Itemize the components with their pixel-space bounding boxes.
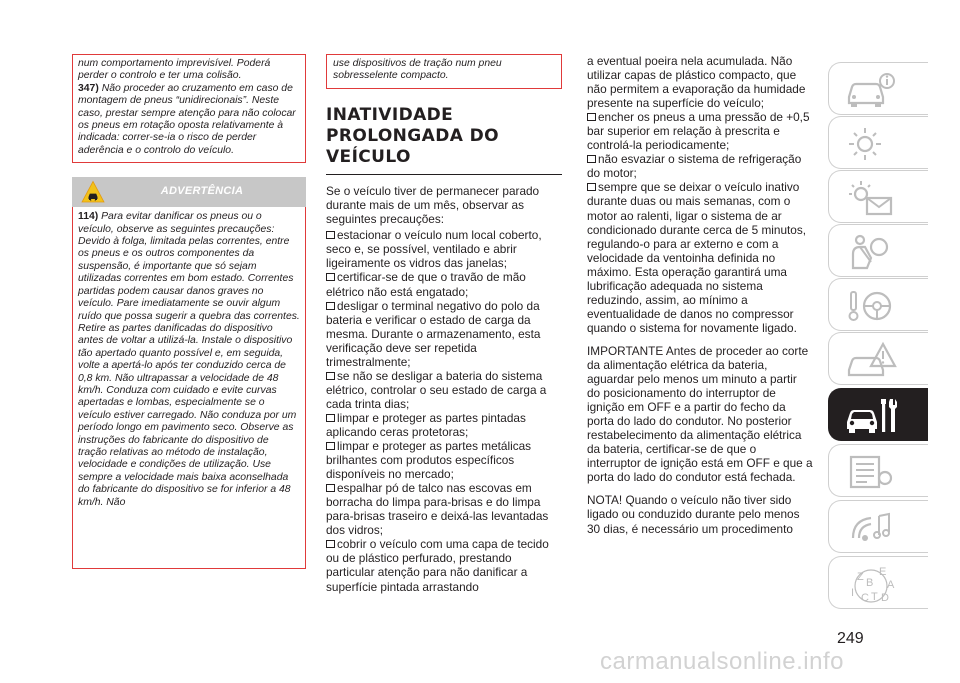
warning-header — [72, 177, 306, 207]
checkbox-bullet-icon — [326, 442, 335, 450]
continued-paragraph: a eventual poeira nela acumulada. Não utilizar capas de plástico compacto, que não permitem a evaporação da humidade presente na superfície do veículo; — [587, 54, 806, 111]
column-right — [587, 54, 813, 536]
list-item-text: cobrir o veículo com uma capa de tecido ou de plástico perfurado, prestando particular atenção para não danificar a superfície pintada arrastando — [326, 537, 549, 594]
warning-box — [72, 207, 306, 569]
tab-car-info[interactable] — [828, 62, 928, 115]
list-item-text: limpar e proteger as partes pintadas aplicando ceras protetoras; — [326, 410, 526, 439]
index-letter: B — [866, 577, 874, 589]
list-item-text: estacionar o veículo num local coberto, seco e, se possível, ventilado e abrir ligeiramente os vidros das janelas; — [326, 228, 542, 271]
list-item-text: se não se desligar a bateria do sistema elétrico, controlar o seu estado de carga a cada trinta dias; — [326, 368, 547, 411]
section-title-line-3: VEÍCULO — [326, 146, 411, 167]
list-item — [326, 439, 562, 481]
section-title-line-2: PROLONGADA DO — [326, 125, 499, 146]
list-item-text: limpar e proteger as partes metálicas brilhantes com produtos específicos disponíveis no mercado; — [326, 439, 532, 482]
note-paragraph: NOTA! Quando o veículo não tiver sido ligado ou conduzido durante pelo menos 30 dias, é necessário um procedimento — [587, 493, 800, 536]
checkbox-bullet-icon — [326, 273, 335, 281]
list-item — [587, 180, 813, 335]
continued-warning-box-2 — [326, 54, 562, 89]
index-letter: E — [879, 566, 887, 578]
section-body — [326, 184, 562, 593]
warning-lights-messages-icon — [843, 178, 899, 218]
column-middle — [326, 54, 562, 594]
index-letter: T — [871, 591, 878, 603]
bullet-list — [326, 228, 562, 593]
continued-text: num comportamento imprevisível. Poderá perder o controlo e ter uma colisão. — [78, 58, 271, 82]
important-paragraph: IMPORTANTE Antes de proceder ao corte da alimentação elétrica da bateria, aguardar pelo menos um minuto a partir do posicionamento do interruptor de ignição em OFF e a partir do fecho da porta do lado do condutor. No posterior restabelecimento da alimentação elétrica da bateria, certificar-se de que o interruptor de ignição está em OFF e que a porta do lado do condutor está fechada. — [587, 343, 813, 485]
continued-body — [587, 54, 813, 536]
list-item-text: desligar o terminal negativo do polo da bateria e verificar o estado de carga da mesma. Durante o armazenamento, esta verificação deve ser repetida trimestralmente; — [326, 298, 541, 369]
checkbox-bullet-icon — [326, 302, 335, 310]
index-icon — [843, 564, 899, 604]
index-letter: D — [881, 592, 889, 604]
checkbox-bullet-icon — [326, 414, 335, 422]
index-letter: A — [887, 579, 895, 591]
car-info-icon — [843, 70, 899, 110]
column-left — [72, 54, 306, 569]
maintenance-car-wrench-icon — [843, 396, 899, 436]
index-letter: Z — [857, 571, 864, 583]
warning-title: ADVERTÊNCIA — [160, 185, 244, 198]
list-item-text: não esvaziar o sistema de refrigeração do motor; — [587, 152, 802, 181]
list-item — [326, 537, 562, 593]
tab-index[interactable] — [828, 556, 928, 609]
tab-dashboard-lights[interactable] — [828, 116, 928, 169]
tab-technical-data[interactable] — [828, 444, 928, 497]
multimedia-icon — [843, 508, 899, 548]
list-item-text: certificar-se de que o travão de mão elétrico não está engatado; — [326, 270, 526, 299]
safety-airbag-icon — [843, 232, 899, 272]
index-letter: I — [851, 587, 855, 599]
list-item — [326, 411, 562, 439]
continued-warning-box — [72, 54, 306, 163]
list-item — [587, 152, 813, 180]
bullet-list-2 — [587, 110, 813, 335]
tab-safety[interactable] — [828, 224, 928, 277]
list-item — [587, 110, 813, 152]
list-item — [326, 299, 562, 369]
warning-item-number: 114) — [78, 211, 99, 223]
checkbox-bullet-icon — [587, 183, 596, 191]
list-item — [326, 481, 562, 537]
list-item — [326, 228, 562, 270]
watermark: carmanualsonline.info — [600, 648, 844, 675]
steering-starting-icon — [843, 286, 899, 326]
technical-data-icon — [843, 452, 899, 492]
checkbox-bullet-icon — [326, 540, 335, 548]
list-item-text: sempre que se deixar o veículo inativo durante duas ou mais semanas, com o motor ao ralenti, ligar o sistema de ar condicionado durante cerca de 5 minutos, regulando-o para ar externo e com a velocidade da ventoinha definida no máximo. Esta operação garantirá uma lubrificação adequada no sistema reduzindo, assim, ao mínimo a eventualidade de danos no compressor quando o sistema for novamente ligado. — [587, 180, 807, 335]
tab-multimedia[interactable] — [828, 500, 928, 553]
checkbox-bullet-icon — [326, 231, 335, 239]
section-title-line-1: INATIVIDADE — [326, 104, 454, 125]
checkbox-bullet-icon — [587, 155, 596, 163]
warning-item-text: Para evitar danificar os pneus ou o veículo, observe as seguintes precauções: Devido à folga, limitada pelas correntes, entre os pneus e os outros componentes da suspensão, é importante que só sejam utilizadas correntes em bom estado. Correntes partidas podem causar danos graves no veículo. Pare imediatamente se ouvir algum ruído que possa sugerir a quebra das correntes. Retire as partes danificadas do dispositivo antes de voltar a utilizá-la. Instale o dispositivo tão apertado quanto possível e, em seguida, volte a apertá-lo após ter conduzido cerca de 0,8 km. Não ultrapassar a velocidade de 48 km/h. Conduza com cuidado e evite curvas apertadas e lombas, especialmente se o veículo estiver carregado. Não conduza por um período longo em pavimento seco. Observe as instruções do fabricante do dispositivo de tração relativas ao método de instalação, velocidade e condições de utilização. Use sempre a velocidade mais baixa aconselhada do fabricante do dispositivo se for inferior a 48 km/h. Não — [78, 211, 300, 508]
list-item — [326, 369, 562, 411]
section-title — [326, 105, 562, 168]
tab-maintenance[interactable] — [828, 388, 928, 441]
list-item-text: espalhar pó de talco nas escovas em borracha do limpa para-brisas e do limpa para-brisas traseiro e deixá-las levantadas dos vidros; — [326, 481, 549, 538]
tab-lights-messages[interactable] — [828, 170, 928, 223]
dashboard-lights-icon — [843, 124, 899, 164]
list-item-text: encher os pneus a uma pressão de +0,5 bar superior em relação à prescrita e controlá-la periodicamente; — [587, 110, 810, 153]
intro-paragraph: Se o veículo tiver de permanecer parado durante mais de um mês, observar as seguintes precauções: — [326, 184, 540, 227]
checkbox-bullet-icon — [326, 484, 335, 492]
list-item — [326, 270, 562, 298]
tab-emergency[interactable] — [828, 332, 928, 385]
checkbox-bullet-icon — [326, 372, 335, 380]
checkbox-bullet-icon — [587, 113, 596, 121]
section-divider — [326, 174, 562, 175]
index-letter: C — [861, 592, 869, 604]
warning-emergency-icon — [843, 340, 899, 380]
item-number: 347) — [78, 82, 99, 94]
continued-text-2: use dispositivos de tração num pneu sobresselente compacto. — [333, 58, 502, 82]
tab-starting-driving[interactable] — [828, 278, 928, 331]
item-text: Não proceder ao cruzamento em caso de montagem de pneus “unidirecionais”. Neste caso, prestar sempre atenção para não colocar os pneus em rotação oposta relativamente à indicada: correr-se-ia o risco de perder aderência e o controlo do veículo. — [78, 82, 296, 156]
page-number: 249 — [837, 630, 864, 647]
